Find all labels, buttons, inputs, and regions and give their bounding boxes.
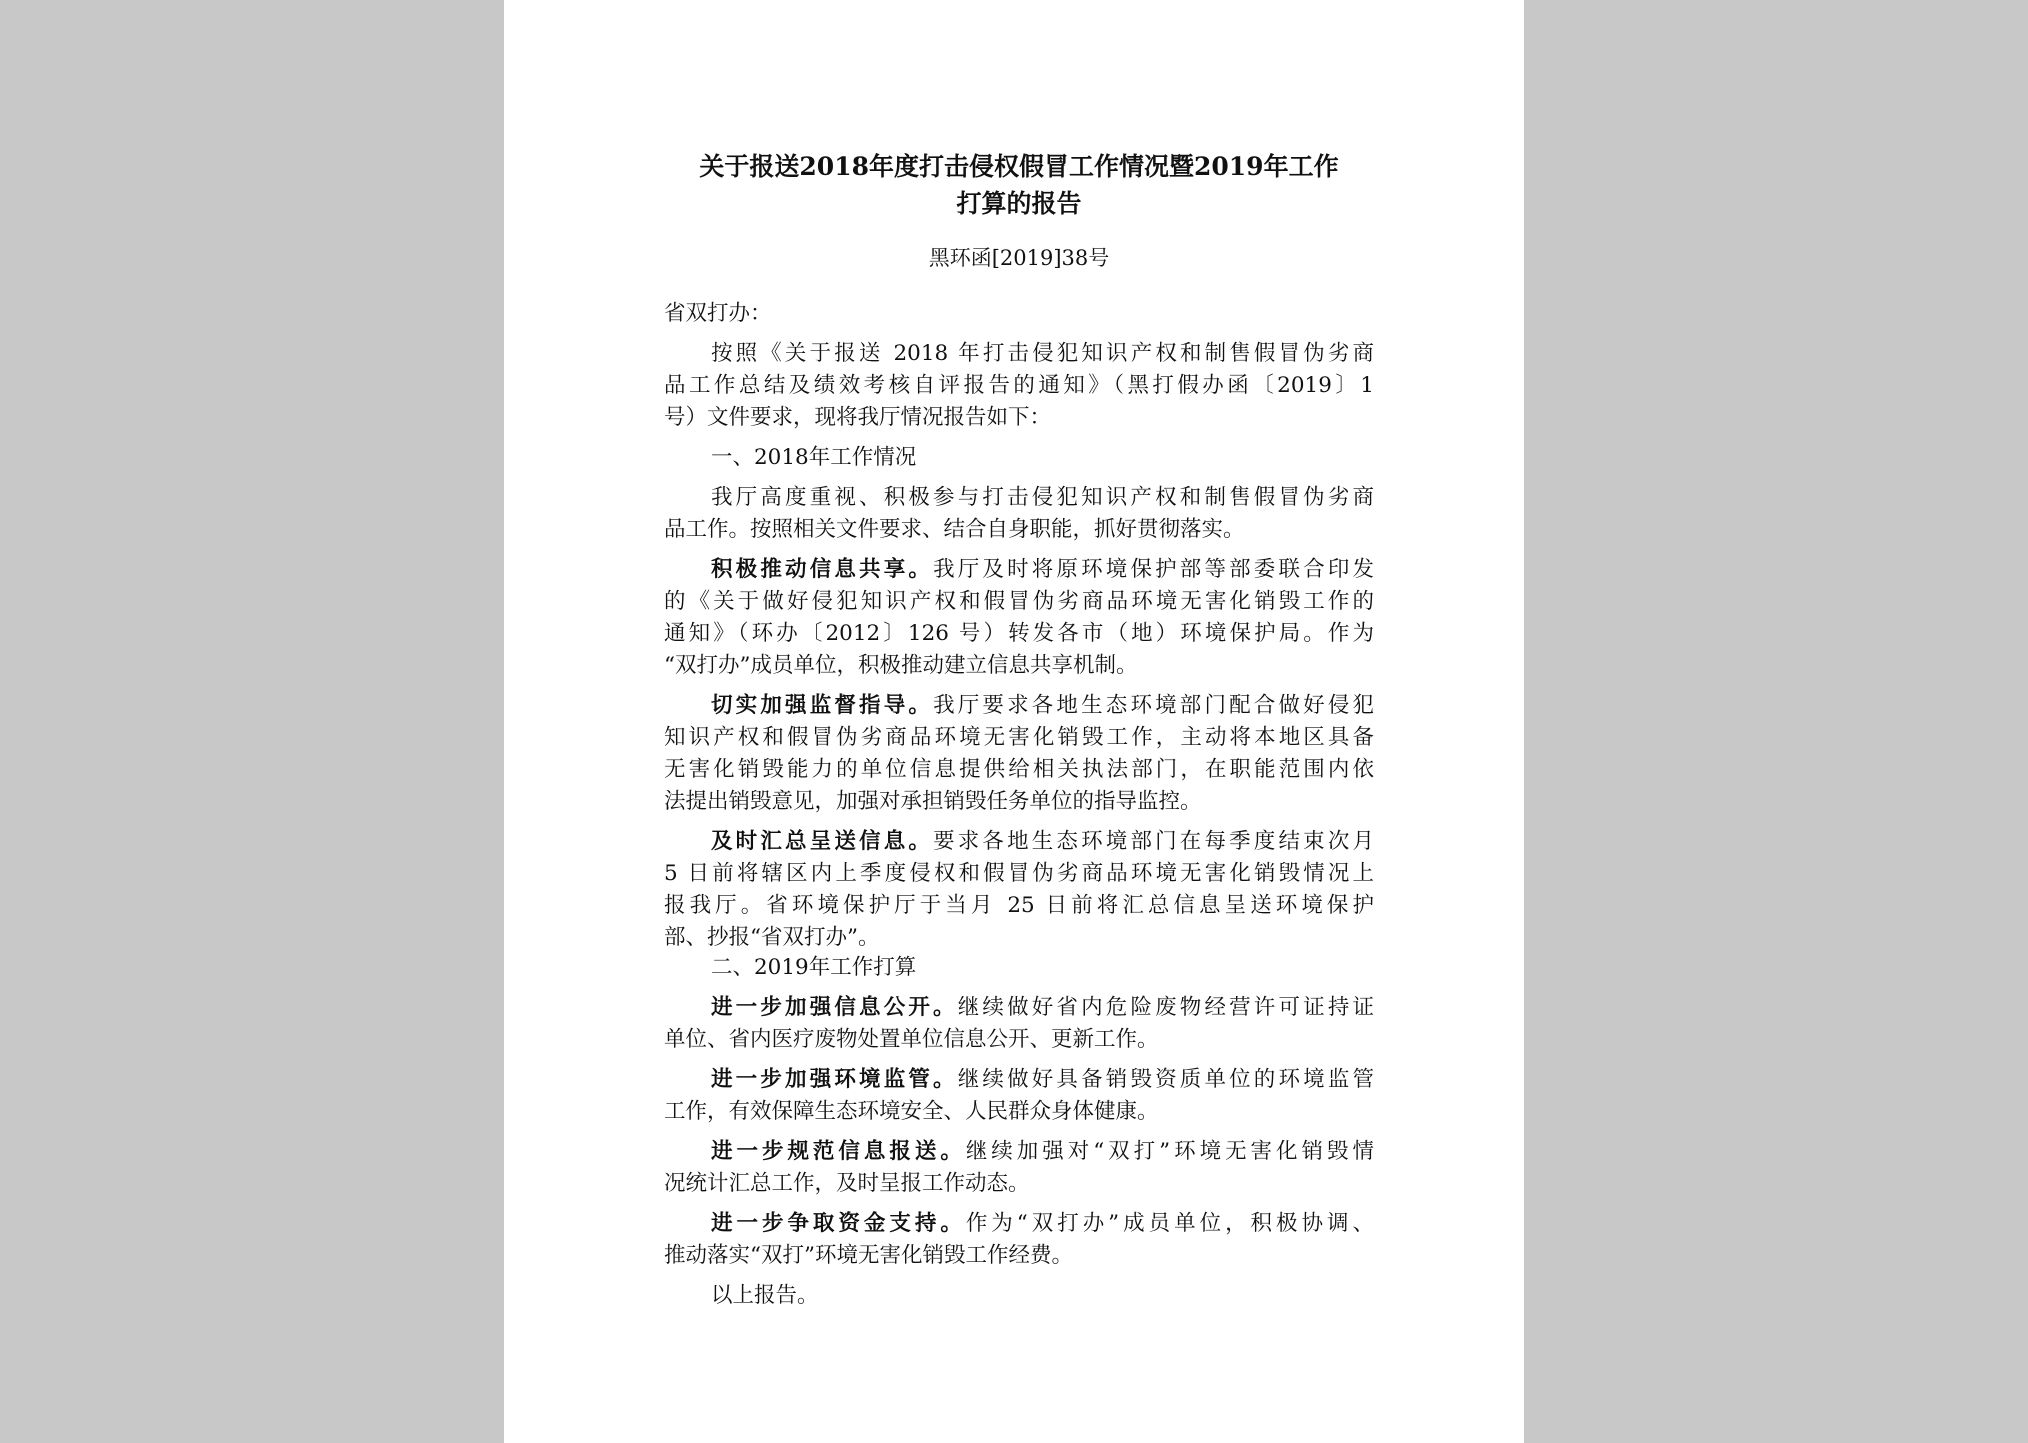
- paragraph-lead: 进一步争取资金支持。: [711, 1211, 966, 1236]
- paragraph-line: 工作，有效保障生态环境安全、人民群众身体健康。: [664, 1099, 1159, 1124]
- paragraph-line: 无害化销毁能力的单位信息提供给相关执法部门，在职能范围内依: [664, 757, 1374, 782]
- section1-intro-line: 我厅高度重视、积极参与打击侵犯知识产权和制售假冒伪劣商: [711, 485, 1374, 510]
- section1-intro-line: 品工作。按照相关文件要求、结合自身职能，抓好贯彻落实。: [664, 517, 1245, 542]
- document-page: [504, 0, 1524, 1443]
- salutation: 省双打办：: [664, 301, 772, 326]
- title-line-1: 关于报送2018年度打击侵权假冒工作情况暨2019年工作: [699, 152, 1339, 181]
- paragraph-line: 报我厅。省环境保护厅于当月 25 日前将汇总信息呈送环境保护: [664, 893, 1374, 918]
- paragraph-line: 的《关于做好侵犯知识产权和假冒伪劣商品环境无害化销毁工作的: [664, 589, 1374, 614]
- paragraph-line: [711, 692, 1374, 720]
- paragraph-lead: 进一步规范信息报送。: [711, 1139, 966, 1164]
- paragraph-line: 法提出销毁意见，加强对承担销毁任务单位的指导监控。: [664, 789, 1202, 814]
- paragraph-line: 通知》（环办〔2012〕126 号）转发各市（地）环境保护局。作为: [664, 621, 1374, 646]
- section-heading-2: 二、2019年工作打算: [711, 955, 917, 980]
- paragraph-text: 作为“双打办”成员单位，积极协调、: [965, 1211, 1374, 1236]
- paragraph-lead: 进一步加强信息公开。: [711, 995, 958, 1020]
- paragraph-line: 单位、省内医疗废物处置单位信息公开、更新工作。: [664, 1027, 1159, 1052]
- document-title: [664, 148, 1374, 222]
- paragraph-line: [711, 1138, 1374, 1166]
- paragraph-text: 我厅及时将原环境保护部等部委联合印发: [933, 557, 1374, 582]
- paragraph-line: “双打办”成员单位，积极推动建立信息共享机制。: [664, 653, 1138, 678]
- paragraph-line: 知识产权和假冒伪劣商品环境无害化销毁工作，主动将本地区具备: [664, 725, 1374, 750]
- paragraph-text: 要求各地生态环境部门在每季度结束次月: [933, 829, 1374, 854]
- paragraph-text: 继续做好具备销毁资质单位的环境监管: [957, 1067, 1374, 1092]
- paragraph-line: 推动落实“双打”环境无害化销毁工作经费。: [664, 1243, 1073, 1268]
- paragraph-lead: 切实加强监督指导。: [711, 693, 934, 718]
- closing-line: 以上报告。: [711, 1283, 819, 1308]
- document-number: 黑环函[2019]38号: [928, 246, 1110, 270]
- paragraph-lead: 积极推动信息共享。: [711, 557, 934, 582]
- title-line-2: 打算的报告: [956, 189, 1082, 218]
- paragraph-lead: 及时汇总呈送信息。: [711, 829, 934, 854]
- intro-line: 品工作总结及绩效考核自评报告的通知》（黑打假办函〔2019〕1: [664, 373, 1374, 398]
- paragraph-line: [711, 994, 1374, 1022]
- paragraph-line: [711, 1066, 1374, 1094]
- paragraph-line: 部、抄报“省双打办”。: [664, 925, 880, 950]
- paragraph-line: 况统计汇总工作，及时呈报工作动态。: [664, 1171, 1030, 1196]
- section-heading-1: 一、2018年工作情况: [711, 445, 917, 470]
- paragraph-line: [711, 1210, 1374, 1238]
- paragraph-text: 继续做好省内危险废物经营许可证持证: [957, 995, 1374, 1020]
- intro-line: 号）文件要求，现将我厅情况报告如下：: [664, 405, 1052, 430]
- paragraph-text: 我厅要求各地生态环境部门配合做好侵犯: [933, 693, 1374, 718]
- intro-line: 按照《关于报送 2018 年打击侵犯知识产权和制售假冒伪劣商: [711, 341, 1374, 366]
- paragraph-text: 继续加强对“双打”环境无害化销毁情: [965, 1139, 1374, 1164]
- paragraph-line: 5 日前将辖区内上季度侵权和假冒伪劣商品环境无害化销毁情况上: [664, 861, 1374, 886]
- paragraph-line: [711, 828, 1374, 856]
- paragraph-lead: 进一步加强环境监管。: [711, 1067, 958, 1092]
- paragraph-line: [711, 556, 1374, 584]
